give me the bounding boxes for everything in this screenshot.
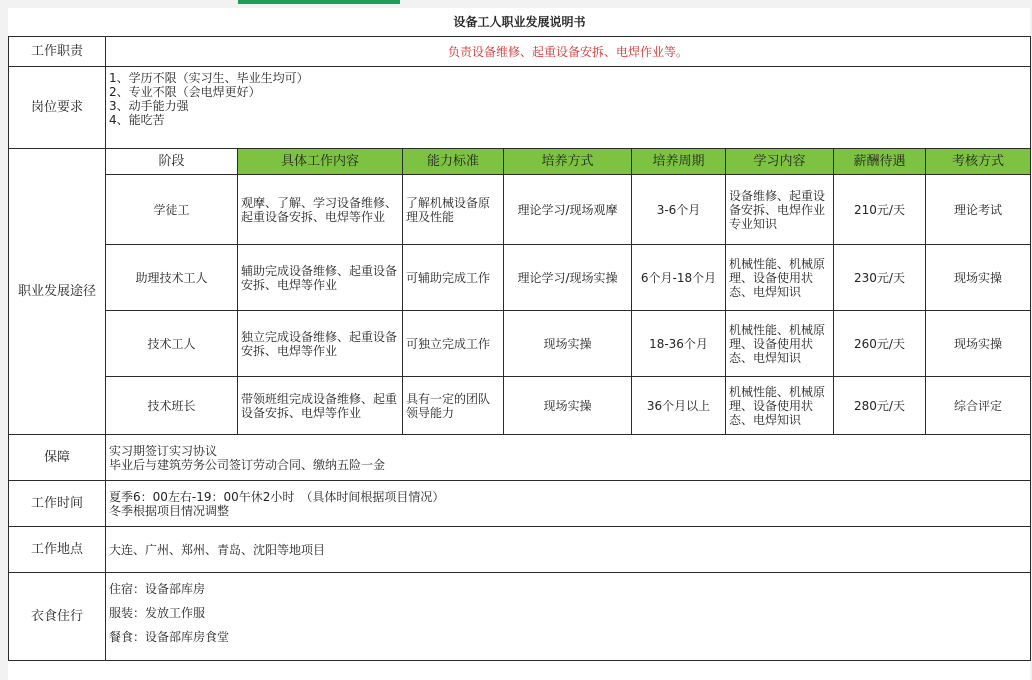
salary-cell[interactable]: 210元/天	[834, 175, 926, 245]
requirement-item: 1、学历不限（实习生、毕业生均可）	[109, 71, 309, 85]
career-row-assistant	[9, 245, 1031, 311]
salary-cell[interactable]: 280元/天	[834, 377, 926, 435]
living-line: 住宿：设备部库房	[109, 582, 206, 596]
ability-cell[interactable]: 了解机械设备原理及性能	[403, 175, 504, 245]
living-row	[9, 573, 1031, 661]
worktime-line: 夏季6：00左右-19：00午休2小时 （具体时间根据项目情况）	[109, 489, 445, 504]
career-header-row	[9, 149, 1031, 175]
ability-cell[interactable]: 具有一定的团队领导能力	[403, 377, 504, 435]
study-cell[interactable]: 设备维修、起重设备安拆、电焊作业专业知识	[726, 175, 834, 245]
study-cell[interactable]: 机械性能、机械原理、设备使用状态、电焊知识	[726, 311, 834, 377]
career-row-apprentice	[9, 175, 1031, 245]
period-cell[interactable]: 18-36个月	[632, 311, 726, 377]
duty-row	[9, 37, 1031, 67]
living-line: 服装：发放工作服	[109, 606, 206, 620]
stage-cell[interactable]: 技术工人	[106, 311, 238, 377]
career-row-technician	[9, 311, 1031, 377]
assessment-cell[interactable]: 现场实操	[926, 245, 1031, 311]
guarantee-line: 实习期签订实习协议	[109, 443, 218, 458]
col-header-assessment[interactable]: 考核方式	[926, 149, 1031, 175]
guarantee-label[interactable]: 保障	[9, 435, 106, 481]
stage-cell[interactable]: 学徒工	[106, 175, 238, 245]
period-cell[interactable]: 36个月以上	[632, 377, 726, 435]
worktime-row	[9, 481, 1031, 527]
method-cell[interactable]: 理论学习/现场观摩	[504, 175, 632, 245]
content-cell[interactable]: 观摩、了解、学习设备维修、起重设备安拆、电焊等作业	[238, 175, 403, 245]
active-sheet-tab-indicator[interactable]	[238, 0, 400, 4]
top-bar	[0, 0, 1032, 6]
col-header-content[interactable]: 具体工作内容	[238, 149, 403, 175]
stage-cell[interactable]: 技术班长	[106, 377, 238, 435]
career-label[interactable]: 职业发展途径	[9, 149, 106, 435]
ability-cell[interactable]: 可独立完成工作	[403, 311, 504, 377]
ability-cell[interactable]: 可辅助完成工作	[403, 245, 504, 311]
career-row-team-leader	[9, 377, 1031, 435]
requirements-row	[9, 67, 1031, 149]
assessment-cell[interactable]: 理论考试	[926, 175, 1031, 245]
living-cell[interactable]	[106, 573, 1031, 661]
period-cell[interactable]: 6个月-18个月	[632, 245, 726, 311]
content-cell[interactable]: 辅助完成设备维修、起重设备安拆、电焊等作业	[238, 245, 403, 311]
duty-prefix: 负责	[448, 44, 473, 59]
worktime-cell[interactable]	[106, 481, 1031, 527]
requirements-cell[interactable]	[106, 67, 1031, 149]
career-table	[8, 8, 1031, 661]
salary-cell[interactable]: 260元/天	[834, 311, 926, 377]
requirement-item: 4、能吃苦	[109, 113, 165, 127]
document-title[interactable]: 设备工人职业发展说明书	[9, 8, 1031, 37]
duty-label[interactable]: 工作职责	[9, 37, 106, 67]
requirements-label[interactable]: 岗位要求	[9, 67, 106, 149]
col-header-method[interactable]: 培养方式	[504, 149, 632, 175]
guarantee-line: 毕业后与建筑劳务公司签订劳动合同、缴纳五险一金	[109, 457, 386, 472]
method-cell[interactable]: 现场实操	[504, 377, 632, 435]
study-cell[interactable]: 机械性能、机械原理、设备使用状态、电焊知识	[726, 377, 834, 435]
assessment-cell[interactable]: 综合评定	[926, 377, 1031, 435]
assessment-cell[interactable]: 现场实操	[926, 311, 1031, 377]
location-row	[9, 527, 1031, 573]
salary-cell[interactable]: 230元/天	[834, 245, 926, 311]
requirement-item: 3、动手能力强	[109, 99, 189, 113]
col-header-ability[interactable]: 能力标准	[403, 149, 504, 175]
guarantee-row	[9, 435, 1031, 481]
duty-highlight: 设备维修、起重设备安拆、电焊作业等。	[472, 44, 689, 59]
col-header-salary[interactable]: 薪酬待遇	[834, 149, 926, 175]
content-cell[interactable]: 带领班组完成设备维修、起重设备安拆、电焊等作业	[238, 377, 403, 435]
spreadsheet-sheet	[8, 8, 1030, 680]
title-row	[9, 8, 1031, 37]
worktime-label[interactable]: 工作时间	[9, 481, 106, 527]
period-cell[interactable]: 3-6个月	[632, 175, 726, 245]
method-cell[interactable]: 现场实操	[504, 311, 632, 377]
study-cell[interactable]: 机械性能、机械原理、设备使用状态、电焊知识	[726, 245, 834, 311]
stage-cell[interactable]: 助理技术工人	[106, 245, 238, 311]
guarantee-cell[interactable]	[106, 435, 1031, 481]
content-cell[interactable]: 独立完成设备维修、起重设备安拆、电焊等作业	[238, 311, 403, 377]
location-label[interactable]: 工作地点	[9, 527, 106, 573]
col-header-stage[interactable]: 阶段	[106, 149, 238, 175]
living-line: 餐食：设备部库房食堂	[109, 630, 230, 644]
col-header-period[interactable]: 培养周期	[632, 149, 726, 175]
requirement-item: 2、专业不限（会电焊更好）	[109, 85, 261, 99]
col-header-study[interactable]: 学习内容	[726, 149, 834, 175]
method-cell[interactable]: 理论学习/现场实操	[504, 245, 632, 311]
worktime-line: 冬季根据项目情况调整	[109, 503, 230, 518]
location-cell[interactable]: 大连、广州、郑州、青岛、沈阳等地项目	[106, 527, 1031, 573]
living-label[interactable]: 衣食住行	[9, 573, 106, 661]
duty-cell[interactable]	[106, 37, 1031, 67]
